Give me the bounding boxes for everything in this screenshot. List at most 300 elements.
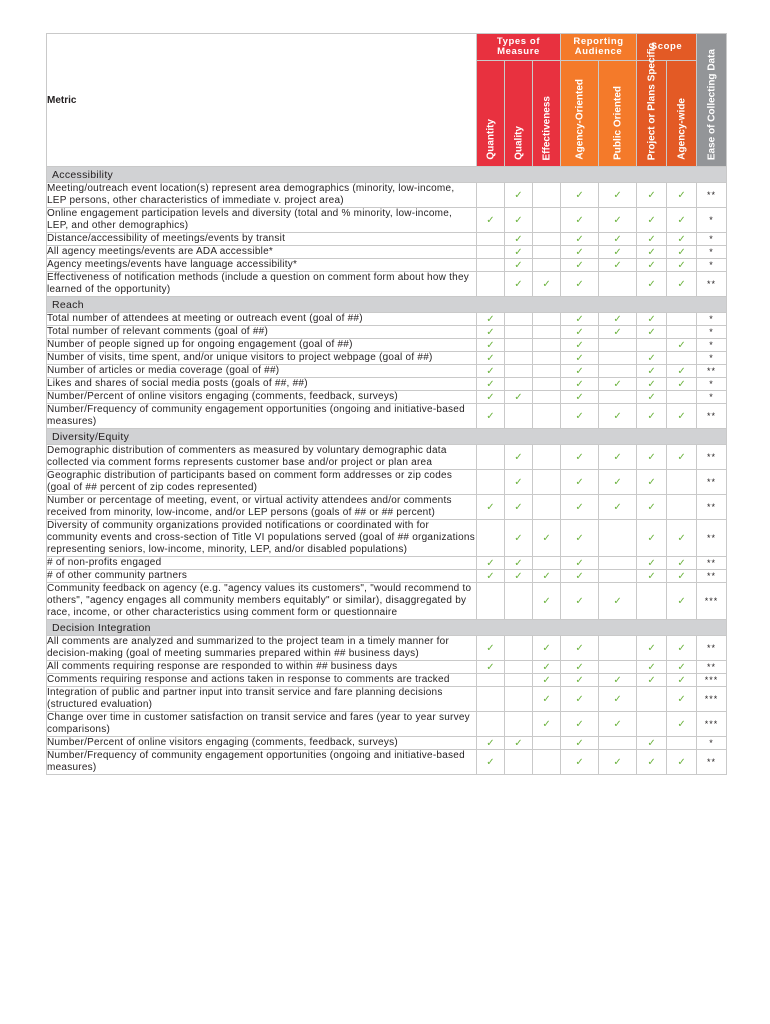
checkmark-icon: ✓ (477, 391, 505, 404)
checkmark-icon: ✓ (637, 352, 667, 365)
metric-description: Number/Frequency of community engagement opportunities (ongoing and initiative-based measures) (47, 404, 477, 429)
metric-row (47, 445, 727, 470)
empty-cell (477, 246, 505, 259)
ease-rating: ** (697, 404, 727, 429)
empty-cell (599, 391, 637, 404)
ease-rating: ** (697, 661, 727, 674)
checkmark-icon: ✓ (561, 313, 599, 326)
checkmark-icon: ✓ (533, 272, 561, 297)
section-header-row (47, 167, 727, 183)
checkmark-icon: ✓ (561, 326, 599, 339)
checkmark-icon: ✓ (667, 712, 697, 737)
empty-cell (667, 326, 697, 339)
ease-rating: ** (697, 495, 727, 520)
checkmark-icon: ✓ (637, 233, 667, 246)
empty-cell (637, 712, 667, 737)
checkmark-icon: ✓ (599, 712, 637, 737)
ease-rating: ** (697, 636, 727, 661)
empty-cell (533, 246, 561, 259)
metric-row (47, 470, 727, 495)
checkmark-icon: ✓ (667, 259, 697, 272)
metric-description: Community feedback on agency (e.g. "agency values its customers", "would recommend to others", "agency engages all community members equitably" or similar), disaggregated by race, income, or other characteristics using comment form or questionnaire (47, 583, 477, 620)
subcolumn-header-agency-oriented (561, 61, 599, 167)
empty-cell (533, 365, 561, 378)
metric-row (47, 391, 727, 404)
checkmark-icon: ✓ (561, 674, 599, 687)
checkmark-icon: ✓ (561, 687, 599, 712)
subcolumn-header-project-or-plans-specific (637, 42, 667, 167)
ease-rating: ** (697, 470, 727, 495)
checkmark-icon: ✓ (667, 378, 697, 391)
section-title: Decision Integration (47, 620, 727, 636)
empty-cell (477, 272, 505, 297)
subcolumn-header-label: Agency-Oriented (574, 79, 586, 160)
ease-rating: *** (697, 674, 727, 687)
subcolumn-header-label: Quantity (485, 119, 496, 160)
checkmark-icon: ✓ (533, 687, 561, 712)
checkmark-icon: ✓ (637, 445, 667, 470)
checkmark-icon: ✓ (561, 495, 599, 520)
empty-cell (477, 520, 505, 557)
checkmark-icon: ✓ (477, 557, 505, 570)
checkmark-icon: ✓ (667, 183, 697, 208)
ease-rating: ** (697, 183, 727, 208)
checkmark-icon: ✓ (533, 570, 561, 583)
checkmark-icon: ✓ (505, 737, 533, 750)
checkmark-icon: ✓ (599, 687, 637, 712)
empty-cell (667, 470, 697, 495)
metric-description: All comments requiring response are responded to within ## business days (47, 661, 477, 674)
ease-rating: ** (697, 570, 727, 583)
empty-cell (477, 259, 505, 272)
ease-rating: * (697, 326, 727, 339)
subcolumn-header-label: Quality (513, 126, 524, 160)
empty-cell (505, 750, 533, 775)
metric-row (47, 674, 727, 687)
checkmark-icon: ✓ (637, 470, 667, 495)
checkmark-icon: ✓ (599, 208, 637, 233)
metric-description: # of other community partners (47, 570, 477, 583)
ease-rating: ** (697, 750, 727, 775)
checkmark-icon: ✓ (637, 570, 667, 583)
empty-cell (533, 339, 561, 352)
checkmark-icon: ✓ (637, 557, 667, 570)
checkmark-icon: ✓ (561, 520, 599, 557)
checkmark-icon: ✓ (667, 661, 697, 674)
checkmark-icon: ✓ (561, 636, 599, 661)
empty-cell (477, 712, 505, 737)
empty-cell (477, 687, 505, 712)
empty-cell (505, 636, 533, 661)
metric-description: Integration of public and partner input into transit service and fare planning decisions (structured evaluation) (47, 687, 477, 712)
checkmark-icon: ✓ (667, 208, 697, 233)
subcolumn-header-label: Agency-wide (676, 98, 688, 160)
metric-description: Total number of attendees at meeting or outreach event (goal of ##) (47, 313, 477, 326)
checkmark-icon: ✓ (667, 570, 697, 583)
checkmark-icon: ✓ (667, 674, 697, 687)
checkmark-icon: ✓ (637, 313, 667, 326)
checkmark-icon: ✓ (561, 404, 599, 429)
checkmark-icon: ✓ (505, 246, 533, 259)
group-header-line: Audience (574, 46, 623, 57)
section-header-row (47, 297, 727, 313)
checkmark-icon: ✓ (637, 636, 667, 661)
metric-row (47, 520, 727, 557)
checkmark-icon: ✓ (477, 378, 505, 391)
types-of-measure-group-header (477, 34, 561, 61)
checkmark-icon: ✓ (667, 404, 697, 429)
checkmark-icon: ✓ (533, 712, 561, 737)
checkmark-icon: ✓ (637, 378, 667, 391)
metric-description: # of non-profits engaged (47, 557, 477, 570)
checkmark-icon: ✓ (505, 183, 533, 208)
ease-header-label: Ease of Collecting Data (706, 48, 718, 160)
ease-rating: * (697, 737, 727, 750)
metric-row (47, 183, 727, 208)
ease-rating: ** (697, 445, 727, 470)
metric-description: Likes and shares of social media posts (goals of ##, ##) (47, 378, 477, 391)
checkmark-icon: ✓ (637, 259, 667, 272)
empty-cell (505, 365, 533, 378)
empty-cell (533, 233, 561, 246)
empty-cell (599, 272, 637, 297)
subcolumn-header-label: Project or Plans Specific (646, 42, 658, 160)
empty-cell (505, 712, 533, 737)
checkmark-icon: ✓ (477, 313, 505, 326)
checkmark-icon: ✓ (667, 583, 697, 620)
checkmark-icon: ✓ (599, 246, 637, 259)
group-header-line: Measure (497, 46, 540, 57)
checkmark-icon: ✓ (533, 661, 561, 674)
metric-description: Effectiveness of notification methods (include a question on comment form about how they learned of the opportunity) (47, 272, 477, 297)
checkmark-icon: ✓ (505, 259, 533, 272)
checkmark-icon: ✓ (561, 570, 599, 583)
empty-cell (533, 495, 561, 520)
checkmark-icon: ✓ (599, 674, 637, 687)
empty-cell (533, 326, 561, 339)
checkmark-icon: ✓ (667, 339, 697, 352)
checkmark-icon: ✓ (637, 272, 667, 297)
checkmark-icon: ✓ (667, 233, 697, 246)
metric-row (47, 233, 727, 246)
checkmark-icon: ✓ (561, 272, 599, 297)
group-header-line: Reporting (573, 36, 624, 47)
checkmark-icon: ✓ (561, 208, 599, 233)
ease-rating: * (697, 259, 727, 272)
metric-description: Geographic distribution of participants based on comment form addresses or zip codes (goal of ## percent of zip codes represented) (47, 470, 477, 495)
checkmark-icon: ✓ (667, 636, 697, 661)
checkmark-icon: ✓ (561, 233, 599, 246)
metric-description: All comments are analyzed and summarized to the project team in a timely manner for decision-making (goal of meeting summaries prepared within ## business days) (47, 636, 477, 661)
metric-description: Number of articles or media coverage (goal of ##) (47, 365, 477, 378)
empty-cell (533, 404, 561, 429)
checkmark-icon: ✓ (637, 674, 667, 687)
checkmark-icon: ✓ (477, 365, 505, 378)
checkmark-icon: ✓ (561, 378, 599, 391)
metric-description: Number/Percent of online visitors engaging (comments, feedback, surveys) (47, 391, 477, 404)
metric-column-header: Metric (47, 34, 477, 167)
empty-cell (599, 661, 637, 674)
checkmark-icon: ✓ (561, 750, 599, 775)
checkmark-icon: ✓ (599, 404, 637, 429)
checkmark-icon: ✓ (599, 750, 637, 775)
checkmark-icon: ✓ (477, 661, 505, 674)
empty-cell (477, 583, 505, 620)
metric-description: Distance/accessibility of meetings/events by transit (47, 233, 477, 246)
empty-cell (505, 352, 533, 365)
empty-cell (533, 557, 561, 570)
metric-description: Number/Percent of online visitors engaging (comments, feedback, surveys) (47, 737, 477, 750)
empty-cell (505, 313, 533, 326)
empty-cell (599, 557, 637, 570)
empty-cell (533, 208, 561, 233)
checkmark-icon: ✓ (505, 520, 533, 557)
subcolumn-header-effectiveness (533, 61, 561, 167)
checkmark-icon: ✓ (505, 233, 533, 246)
empty-cell (505, 583, 533, 620)
checkmark-icon: ✓ (477, 339, 505, 352)
checkmark-icon: ✓ (477, 208, 505, 233)
ease-rating: * (697, 233, 727, 246)
checkmark-icon: ✓ (637, 404, 667, 429)
empty-cell (505, 378, 533, 391)
ease-rating: ** (697, 272, 727, 297)
checkmark-icon: ✓ (561, 339, 599, 352)
checkmark-icon: ✓ (505, 391, 533, 404)
checkmark-icon: ✓ (533, 636, 561, 661)
checkmark-icon: ✓ (477, 636, 505, 661)
checkmark-icon: ✓ (561, 470, 599, 495)
empty-cell (667, 737, 697, 750)
metric-row (47, 404, 727, 429)
checkmark-icon: ✓ (599, 326, 637, 339)
empty-cell (505, 687, 533, 712)
checkmark-icon: ✓ (561, 259, 599, 272)
checkmark-icon: ✓ (637, 326, 667, 339)
checkmark-icon: ✓ (667, 750, 697, 775)
metric-description: Change over time in customer satisfaction on transit service and fares (year to year survey comparisons) (47, 712, 477, 737)
checkmark-icon: ✓ (533, 674, 561, 687)
checkmark-icon: ✓ (505, 470, 533, 495)
empty-cell (505, 326, 533, 339)
checkmark-icon: ✓ (667, 445, 697, 470)
checkmark-icon: ✓ (561, 712, 599, 737)
checkmark-icon: ✓ (637, 737, 667, 750)
section-title: Accessibility (47, 167, 727, 183)
ease-rating: * (697, 313, 727, 326)
checkmark-icon: ✓ (667, 520, 697, 557)
subcolumn-header-public-oriented (599, 61, 637, 167)
ease-rating: ** (697, 520, 727, 557)
checkmark-icon: ✓ (505, 570, 533, 583)
metric-description: All agency meetings/events are ADA accessible* (47, 246, 477, 259)
checkmark-icon: ✓ (505, 208, 533, 233)
empty-cell (505, 404, 533, 429)
empty-cell (599, 339, 637, 352)
checkmark-icon: ✓ (599, 470, 637, 495)
metric-row (47, 272, 727, 297)
section-header-row (47, 429, 727, 445)
checkmark-icon: ✓ (561, 583, 599, 620)
empty-cell (505, 339, 533, 352)
empty-cell (533, 445, 561, 470)
checkmark-icon: ✓ (637, 183, 667, 208)
empty-cell (533, 183, 561, 208)
empty-cell (477, 674, 505, 687)
empty-cell (533, 313, 561, 326)
reporting-audience-group-header (561, 34, 637, 61)
metric-row (47, 246, 727, 259)
checkmark-icon: ✓ (505, 495, 533, 520)
group-header-line: Types of (496, 36, 541, 47)
checkmark-icon: ✓ (505, 272, 533, 297)
empty-cell (637, 687, 667, 712)
checkmark-icon: ✓ (561, 183, 599, 208)
checkmark-icon: ✓ (477, 352, 505, 365)
empty-cell (505, 661, 533, 674)
group-header-line: Scope (650, 41, 683, 52)
metric-row (47, 712, 727, 737)
empty-cell (599, 352, 637, 365)
metric-row (47, 737, 727, 750)
empty-cell (599, 570, 637, 583)
metric-row (47, 339, 727, 352)
metric-description: Diversity of community organizations provided notifications or coordinated with for community events and cross-section of Title VI populations served (goal of ## organizations representing seniors, low-income, minority, LEP, and/or disabled populations) (47, 520, 475, 555)
checkmark-icon: ✓ (561, 246, 599, 259)
checkmark-icon: ✓ (637, 520, 667, 557)
checkmark-icon: ✓ (667, 272, 697, 297)
empty-cell (599, 520, 637, 557)
empty-cell (599, 737, 637, 750)
empty-cell (533, 470, 561, 495)
metric-description: Total number of relevant comments (goal of ##) (47, 326, 477, 339)
metric-description: Number of people signed up for ongoing engagement (goal of ##) (47, 339, 477, 352)
empty-cell (505, 674, 533, 687)
ease-rating: * (697, 246, 727, 259)
empty-cell (533, 352, 561, 365)
subcolumn-header-agency-wide (667, 61, 697, 167)
metric-row (47, 636, 727, 661)
empty-cell (667, 391, 697, 404)
checkmark-icon: ✓ (637, 391, 667, 404)
metric-description: Demographic distribution of commenters as measured by voluntary demographic data collected via comment forms represents customer base and/or project or plan area (47, 445, 477, 470)
metric-description: Online engagement participation levels and diversity (total and % minority, low-income, LEP, and other demographics) (47, 208, 477, 233)
empty-cell (477, 183, 505, 208)
checkmark-icon: ✓ (561, 352, 599, 365)
empty-cell (533, 378, 561, 391)
checkmark-icon: ✓ (599, 259, 637, 272)
empty-cell (637, 339, 667, 352)
checkmark-icon: ✓ (667, 365, 697, 378)
empty-cell (533, 737, 561, 750)
subcolumn-header-quality (505, 61, 533, 167)
checkmark-icon: ✓ (505, 445, 533, 470)
metric-description: Meeting/outreach event location(s) represent area demographics (minority, low-income, LEP persons, other characteristics of immediate v. project area) (47, 183, 477, 208)
checkmark-icon: ✓ (637, 661, 667, 674)
empty-cell (477, 233, 505, 246)
checkmark-icon: ✓ (561, 445, 599, 470)
ease-rating: ** (697, 365, 727, 378)
metric-row (47, 557, 727, 570)
section-title: Reach (47, 297, 727, 313)
checkmark-icon: ✓ (637, 750, 667, 775)
checkmark-icon: ✓ (599, 583, 637, 620)
checkmark-icon: ✓ (477, 570, 505, 583)
metric-row (47, 750, 727, 775)
checkmark-icon: ✓ (599, 378, 637, 391)
empty-cell (477, 470, 505, 495)
checkmark-icon: ✓ (561, 737, 599, 750)
empty-cell (599, 636, 637, 661)
checkmark-icon: ✓ (599, 183, 637, 208)
checkmark-icon: ✓ (561, 391, 599, 404)
metric-row (47, 661, 727, 674)
ease-rating: * (697, 378, 727, 391)
empty-cell (533, 259, 561, 272)
metric-row (47, 326, 727, 339)
checkmark-icon: ✓ (599, 233, 637, 246)
checkmark-icon: ✓ (599, 313, 637, 326)
empty-cell (533, 750, 561, 775)
subcolumn-header-label: Effectiveness (541, 95, 552, 160)
ease-rating: * (697, 352, 727, 365)
checkmark-icon: ✓ (637, 365, 667, 378)
metric-row (47, 570, 727, 583)
section-header-row (47, 620, 727, 636)
ease-rating: *** (697, 712, 727, 737)
checkmark-icon: ✓ (477, 737, 505, 750)
metric-row (47, 687, 727, 712)
checkmark-icon: ✓ (477, 495, 505, 520)
metric-description: Number of visits, time spent, and/or unique visitors to project webpage (goal of ##) (47, 352, 477, 365)
metric-row (47, 313, 727, 326)
metric-row (47, 352, 727, 365)
checkmark-icon: ✓ (533, 583, 561, 620)
checkmark-icon: ✓ (637, 246, 667, 259)
metrics-matrix-table (46, 33, 727, 775)
checkmark-icon: ✓ (667, 687, 697, 712)
metric-description: Number/Frequency of community engagement opportunities (ongoing and initiative-based measures) (47, 750, 477, 775)
ease-rating: * (697, 339, 727, 352)
subcolumn-header-label: Public Oriented (612, 86, 624, 160)
checkmark-icon: ✓ (637, 495, 667, 520)
ease-rating: *** (697, 583, 727, 620)
metric-row (47, 583, 727, 620)
empty-cell (667, 352, 697, 365)
metric-description: Agency meetings/events have language accessibility* (47, 259, 477, 272)
checkmark-icon: ✓ (667, 557, 697, 570)
checkmark-icon: ✓ (533, 520, 561, 557)
empty-cell (477, 445, 505, 470)
checkmark-icon: ✓ (477, 750, 505, 775)
checkmark-icon: ✓ (477, 326, 505, 339)
metric-row (47, 378, 727, 391)
metric-row (47, 259, 727, 272)
checkmark-icon: ✓ (477, 404, 505, 429)
empty-cell (599, 365, 637, 378)
checkmark-icon: ✓ (667, 246, 697, 259)
checkmark-icon: ✓ (637, 208, 667, 233)
checkmark-icon: ✓ (505, 557, 533, 570)
ease-rating: ** (697, 557, 727, 570)
metric-description: Number or percentage of meeting, event, or virtual activity attendees and/or comments received from minority, low-income, and/or LEP persons (goals of ## or ## percent) (47, 495, 477, 520)
metric-description: Comments requiring response and actions taken in response to comments are tracked (47, 674, 477, 687)
metric-row (47, 365, 727, 378)
checkmark-icon: ✓ (561, 365, 599, 378)
checkmark-icon: ✓ (599, 495, 637, 520)
empty-cell (667, 313, 697, 326)
checkmark-icon: ✓ (599, 445, 637, 470)
